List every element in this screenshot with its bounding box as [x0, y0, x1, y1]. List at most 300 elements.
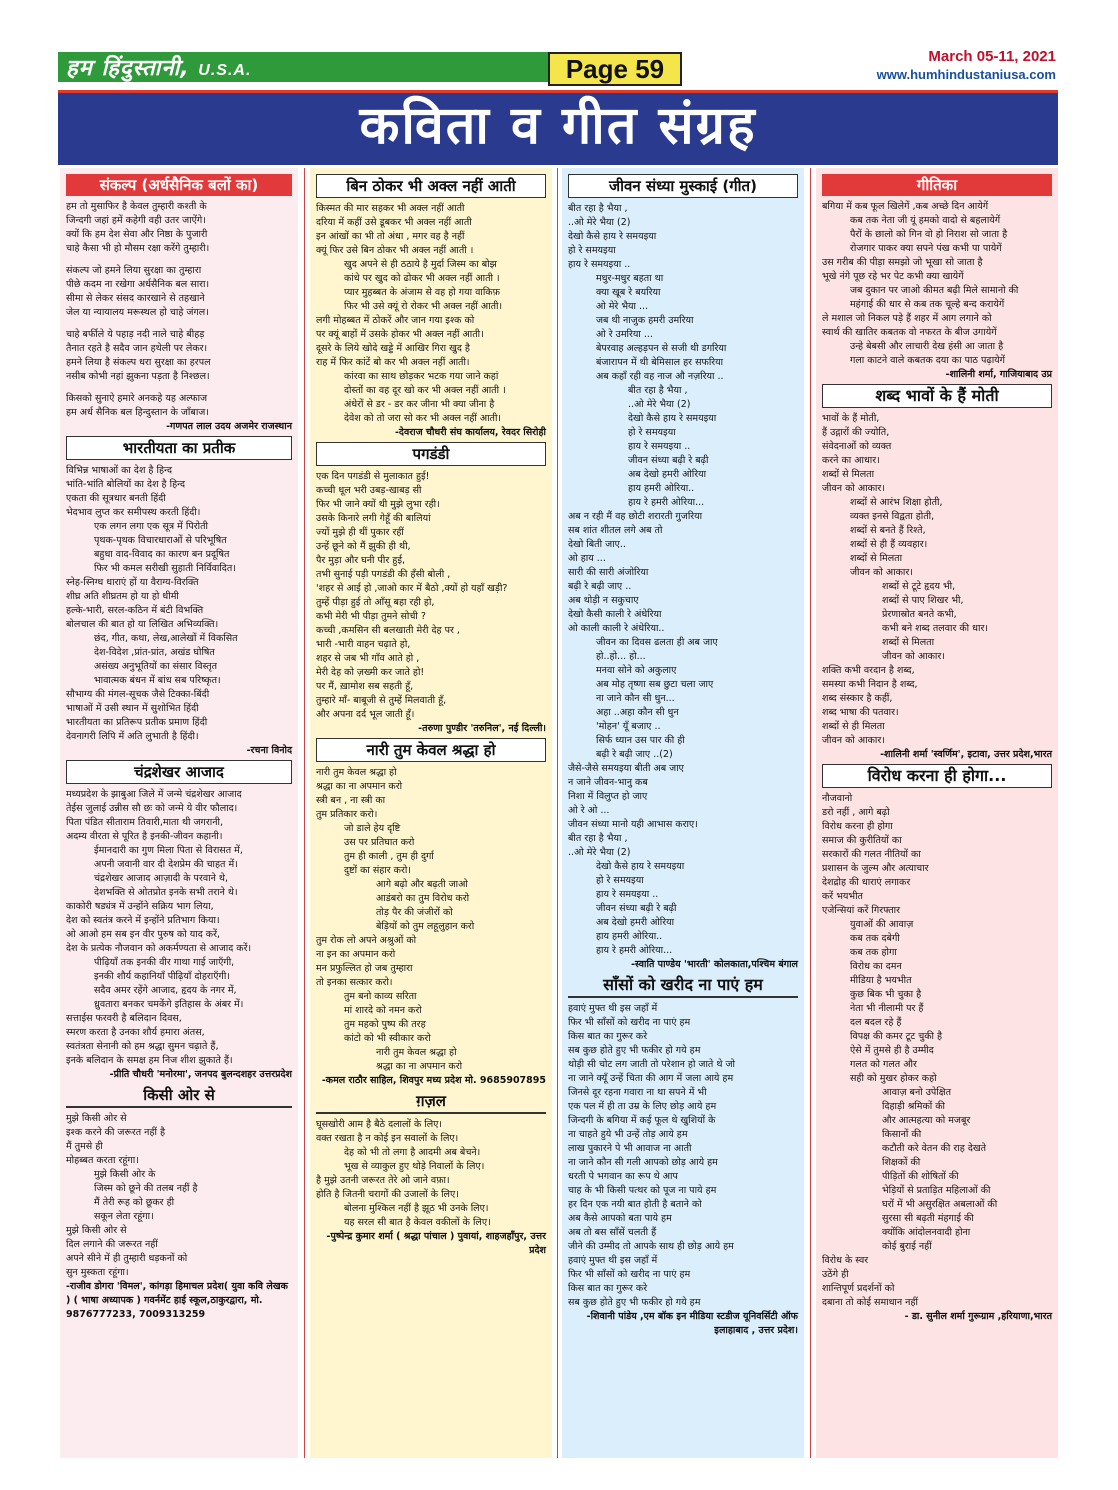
poem-title: नारी तुम केवल श्रद्धा हो	[316, 738, 546, 762]
poem-line: ..ओ मेरे भैया (2)	[568, 217, 631, 228]
poem-title: ग़ज़ल	[316, 1090, 546, 1114]
poem-line: आवाज़ बनो उपेक्षित	[882, 1087, 951, 1098]
poem-line: तेईस जुलाई उन्नीस सौ छः को जन्मे ये वीर फौलाद।	[66, 803, 238, 814]
poem-author: -रचना विनोद	[246, 745, 292, 756]
poem-line: जिनसे दूर रहना गवारा ना था सपने में भी	[568, 1087, 707, 1098]
poem-line: शब्दों से ही मिलता	[822, 721, 885, 732]
poem-line: कांधे पर खुद को ढोकर भी अक्ल नहीं आती ।	[344, 273, 500, 284]
poem-line: समाज की कुरीतियों का	[822, 835, 902, 846]
poem-line: दूसरे के लिये खोदे खड्डे में आखिर गिरा खुद है	[316, 343, 470, 354]
poem-author: -शिवानी पांडेय ,एम बॉक इन मीडिया स्टडीज यूनिवर्सिटी ऑफ इलाहाबाद , उत्तर प्रदेश।	[586, 1311, 798, 1336]
poem-line: पैर मुड़ा और घनी पीर हुई,	[316, 555, 406, 566]
poem-author: -कमल राठौर साहिल, शिवपुर मध्य प्रदेश मो. 9685907895	[321, 1075, 546, 1086]
poem-line	[66, 320, 292, 328]
poem-line: असंख्य अनुभूतियों का संसार विस्तृत	[94, 661, 218, 672]
poem-line: ना जाने क्यूँ उन्हें चिता की आग में जला आये हम	[568, 1073, 734, 1084]
poem-line: तुम ही काली , तुम ही दुर्गा	[344, 851, 434, 862]
poem-line: भावों के हैं मोती,	[822, 413, 880, 424]
poem-author: -शालिनी शर्मा 'स्वर्णिम', इटावा, उत्तर प्रदेश,भारत	[880, 749, 1052, 760]
poem-title: गीतिका	[822, 174, 1052, 196]
poem-author: -प्रीति चौधरी 'मनोरमा', जनपद बुलन्दशहर उत्तरप्रदेश	[109, 1069, 292, 1080]
poem-line: शब्द संस्कार है कहीं,	[822, 693, 893, 704]
poem-line: मैं तेरी रूह को छूकर ही	[94, 1197, 175, 1208]
poem-body	[568, 202, 798, 958]
poem-line: सारी की सारी अंजोरिया	[568, 567, 649, 578]
poem-line: बढ़ी रे बढ़ी जाए ..(2)	[596, 749, 673, 760]
poem-line: कभी मेरी भी पीड़ा तुमने सोची ?	[316, 611, 426, 622]
poem-line: प्यार मुहब्बत के अंजाम से वह हो गया वाकिफ़	[344, 287, 500, 298]
poem-title: भारतीयता का प्रतीक	[66, 436, 292, 460]
poem-line: फिर भी जाने क्यों थी मुझे लुभा रही।	[316, 499, 440, 510]
poem-line: बहुधा वाद-विवाद का कारण बन प्रदूषित	[94, 549, 230, 560]
poem-title: चंद्रशेखर आजाद	[66, 760, 292, 784]
poem-line: देखो कैसे हाय रे समयइया	[628, 413, 717, 424]
poem-author: -राजीव डोगरा 'विमल', कांगड़ा हिमाचल प्रदेश( युवा कवि लेखक ) ( भाषा अध्यापक ) गवर्नमेंट हाई स्कूल,ठाकुरद्वारा, मो. 9876777233, 7009313259	[66, 1281, 288, 1320]
poem-author: -देवराज चौधरी संघ कार्यालय, रेवदर सिरोही	[394, 427, 546, 438]
poem-body	[822, 792, 1052, 1310]
poem-line: कुछ बिक भी चुका है	[850, 989, 922, 1000]
poem-line: ..ओ मेरे भैया (2)	[568, 847, 631, 858]
poem-line: सीमा से लेकर संसद कारखाने से तहखाने	[66, 293, 205, 304]
poem-line: इन आंखों का भी तो अंधा , मगर वह है नहीं	[316, 231, 465, 242]
column-divider	[557, 168, 558, 1458]
poem-line: युवाओं की आवाज़	[850, 919, 914, 930]
poem-line: उठेंगे ही	[822, 1269, 849, 1280]
poem-line: ले मशाल जो निकल पड़े हैं शहर में आग लगाने को	[822, 313, 992, 324]
poem-line: हाय रे हमरी ओरिया...	[596, 945, 673, 956]
poem-line: शक्ति कभी वरदान है शब्द,	[822, 665, 915, 676]
poem-line: हमने लिया है संकल्प धरा सुरक्षा का हरपल	[66, 357, 211, 368]
poem-line: ईमानदारी का गुण मिला पिता से विरासत में,	[94, 845, 243, 856]
poem-line: लगी मोहब्बत में ठोकरें और जान गया इश्क को	[316, 315, 475, 326]
poem-line: भांति-भांति बोलियों का देश है हिन्द	[66, 479, 186, 490]
poem-line: विरोध के स्वर	[822, 1255, 869, 1266]
poem-title: साँसों को खरीद ना पाएं हम	[568, 974, 798, 998]
poem-line: और आत्महत्या को मजबूर	[882, 1115, 971, 1126]
poem-line: शिक्षकों की	[882, 1157, 921, 1168]
poem-line: मध्यप्रदेश के झाबुआ जिले में जन्मे चंद्रशेखर आजाद	[66, 789, 242, 800]
poem-line: अब मोह तृष्णा सब छुटा चला जाए	[596, 679, 714, 690]
poem-line	[66, 256, 292, 264]
poem-line: दरिया में कहीं उसे डूबकर भी अक्ल नहीं आती	[316, 217, 472, 228]
poem-line: देश को स्वतंत्र करने में इन्होंने प्रतिभाग किया।	[66, 915, 220, 926]
poem-line: ओ मेरे भैया ...	[596, 301, 649, 312]
poem-line: देवनागरी लिपि में अति लुभाती है हिंदी।	[66, 731, 199, 742]
poem-line: कच्ची ,कमसिन सी बलखाती मेरी देह पर ,	[316, 625, 460, 636]
poem-title: किसी ओर से	[66, 1084, 292, 1108]
poem-line: ना जाने कौन सी धुन...	[596, 693, 675, 704]
poem-line: शहर से जब भी गाँव आते हो ,	[316, 653, 420, 664]
poem-line: मनवा सोने को अकुलाए	[596, 665, 677, 676]
poem-line: पीढ़ियाँ तक इनकी वीर गाथा गाई जाएँगी,	[94, 957, 235, 968]
poem-line: फिर भी उसे क्यूं रो रोकर भी अक्ल नहीं आती।	[344, 301, 503, 312]
poem-body	[316, 1118, 546, 1230]
poem-line: किसानों की	[882, 1129, 922, 1140]
poem-line: समस्या कभी निदान है शब्द,	[822, 679, 918, 690]
poem-line: अब न रही मैं वह छोटी शरारती गुजरिया	[568, 511, 703, 522]
website-url[interactable]: www.humhindustaniusa.com	[876, 67, 1056, 82]
poem-line: खुद अपने से ही ठठाये है मुर्दा जिस्म का बोझ	[344, 259, 497, 270]
column-2	[310, 168, 552, 1458]
poem-title: विरोध करना ही होगा...	[822, 764, 1052, 788]
poem-line: प्रेरणास्रोत बनते कभी,	[882, 609, 957, 620]
poem-line: मुझे किसी ओर के	[94, 1169, 156, 1180]
poem-line: बोलचाल की बात हो या लिखित अभिव्यक्ति।	[66, 619, 219, 630]
poem-line: फिर भी साँसों को खरीद ना पाएं हम	[568, 1017, 691, 1028]
poem-line: तुम महको पुष्प की तरह	[344, 1019, 426, 1030]
poem-title: शब्द भावों के हैं मोती	[822, 384, 1052, 408]
poem-line: जीवन को आकार।	[882, 651, 945, 662]
poem-line: इश्क करने की जरूरत नहीं है	[66, 1127, 166, 1138]
poem-body	[568, 1002, 798, 1310]
poem-line: भारतीयता का प्रतिरूप प्रतीक प्रमाण हिंदी	[66, 717, 208, 728]
poem-line: शब्दों से टूटे हृदय भी,	[882, 581, 956, 592]
poem-line: देश के प्रत्येक नौजवान को अकर्मण्यता से आजाद करें।	[66, 943, 252, 954]
poem-line: स्मरण करता है उनका शौर्य हमारा अंतस,	[66, 1027, 205, 1038]
poem-line: गला काटने वाले कबतक दया का पाठ पढ़ायेगें	[850, 355, 1006, 366]
poem-line: जीवन संध्या बढ़ी रे बढ़ी	[628, 455, 709, 466]
poem-line: कांरवा का साथ छोड़कर भटक गया जाने कहां	[344, 371, 499, 382]
column-divider	[810, 168, 811, 1458]
poem-line: शब्दों से आरंभ शिक्षा होती,	[850, 497, 943, 508]
poem-line: जीवन को आकार।	[850, 567, 913, 578]
poem-line: तो इनका सत्कार करो।	[316, 977, 393, 988]
poem-line: मीडिया है भयभीत	[850, 975, 912, 986]
poem-line: कांटो को भी स्वीकार करो	[344, 1033, 431, 1044]
poem-line: देशभक्ति से ओतप्रोत इनके सभी तराने थे।	[94, 887, 238, 898]
poem-author: - डा. सुनील शर्मा गुरूग्राम ,हरियाणा,भारत	[904, 1311, 1052, 1322]
poem-line: बगिया में कब फूल खिलेगें ,कब अच्छे दिन आयेगें	[822, 201, 989, 212]
poem-line: हवाएं मुफ्त थी इस जहाँ में	[568, 1003, 658, 1014]
poem-line: श्रद्धा का ना अपमान करो	[376, 1061, 463, 1072]
poem-line: जिन्दगी जहां हमें कहेगी वही उतर जाऐंगे।	[66, 215, 206, 226]
poem-line: भेदभाव लुप्त कर समीपस्थ करती हिंदी।	[66, 507, 201, 518]
poem-line: दोस्तों का वह दूर खो कर भी अक्ल नहीं आती ।	[344, 385, 506, 396]
poem-line: है मुझे उतनी जरूरत तेरे ओ जाने वफ़ा।	[316, 1175, 450, 1186]
poem-line: एक दिन पगडंडी से मुलाकात हुई!	[316, 471, 430, 482]
poem-line: तभी सुनाई पड़ी पगडंडी की हँसी बोली ,	[316, 569, 451, 580]
poem-line	[66, 384, 292, 392]
poem-line: ध्रुवतारा बनकर चमकेंगे इतिहास के अंबर में।	[94, 999, 244, 1010]
poem-line: बेपरवाह अल्हड़पन से सजी थी डगरिया	[596, 343, 727, 354]
poem-line: हो रे समयइया	[628, 427, 676, 438]
poem-line: जिस्म को छूने की तलब नहीं है	[94, 1183, 198, 1194]
poem-title: संकल्प (अर्धसैनिक बलों का)	[66, 174, 292, 196]
poem-line: महंगाई की धार से कब तक चूल्हे बन्द करायेगें	[850, 299, 1005, 310]
poem-line: लाख पुकारने पे भी आवाज ना आती	[568, 1143, 692, 1154]
poem-line: हवाएं मुफ्त थी इस जहाँ में	[568, 1255, 658, 1266]
poem-line: ..ओ मेरे भैया (2)	[628, 399, 691, 410]
poem-line: कच्ची धूल भरी उबड़-खाबड़ सी	[316, 485, 422, 496]
poem-line: दुष्टों का संहार करो।	[344, 865, 411, 876]
poem-line: क्या खूब रे बयरिया	[596, 287, 661, 298]
poem-line: स्त्री बन , ना स्त्री का	[316, 795, 386, 806]
column-3	[562, 168, 804, 1458]
poem-line: एजेन्सियां करें गिरफ्तार	[822, 905, 901, 916]
poem-body	[822, 200, 1052, 368]
page-header	[0, 0, 1118, 88]
poem-line: नेता भी नीलामी पर हैं	[850, 1003, 924, 1014]
poem-line: और अपना दर्द भूल जाती हूँ।	[316, 709, 415, 720]
issue-date: March 05-11, 2021	[928, 48, 1056, 65]
poem-line: पर क्यूं बाहों में उसके होकर भी अक्ल नहीं आती।	[316, 329, 484, 340]
poem-line: डरो नहीं , आगे बढ़ो	[822, 807, 890, 818]
poem-line: न जाने जीवन-भानु कब	[568, 777, 648, 788]
poem-line: तुम्हारे माँ- बाबूजी से तुम्हें मिलवाती हूँ,	[316, 695, 447, 706]
column-4	[816, 168, 1058, 1458]
poem-line: मोहब्बत करता रहूंगा।	[66, 1155, 139, 1166]
poem-line: धरती पे भगवान का रूप थे आप	[568, 1171, 678, 1182]
poem-line: बीत रहा है भैया ,	[628, 385, 688, 396]
brand-title: हम हिंदुस्तानी,	[66, 56, 190, 81]
poem-line: हो रे समयइया	[568, 245, 616, 256]
column-1	[60, 168, 298, 1458]
poem-line: स्वार्थ की खातिर कबतक वो नफरत के बीज उगायेगें	[822, 327, 997, 338]
poem-line: पीड़ितों की शोषितों की	[882, 1171, 959, 1182]
poem-line: देखो कैसे हाय रे समयइया	[596, 861, 685, 872]
poem-line: ना इन का अपमान करो	[316, 949, 396, 960]
poem-body	[66, 200, 292, 420]
poem-line: जेल या न्यायालय मरूस्थल हो चाहे जंगल।	[66, 307, 209, 318]
poem-body	[66, 464, 292, 744]
poem-line: सिर्फ ध्यान उस पार की ही	[596, 735, 685, 746]
poem-line: बढ़ी रे बढ़ी जाए ..	[568, 581, 632, 592]
poem-author: -शालिनी शर्मा, गाजियाबाद उप्र	[945, 369, 1052, 380]
poem-line: काकोरी षड्यंत्र में उन्होंने सक्रिय भाग लिया,	[66, 901, 214, 912]
poem-line: हर दिन एक नयी बात होती है बताने को	[568, 1199, 702, 1210]
poem-line: शब्दों से मिलता	[822, 469, 875, 480]
poem-line: ना जाने कौन सी गली आपको छोड़ आये हम	[568, 1157, 718, 1168]
banner-title: कविता व गीत संग्रह	[359, 96, 757, 156]
poem-line: हो रे समयइया	[596, 875, 644, 886]
poem-line: ऐसे में तुमसे ही है उम्मीद	[850, 1045, 934, 1056]
poem-line: बेड़ियों को तुम लहूलुहान करो	[376, 921, 475, 932]
poem-line: अपने सीने में ही तुम्हारी धड़कनों को	[66, 1253, 188, 1264]
poem-line: गलत को गलत और	[850, 1059, 917, 1070]
poem-line: सरकारों की गलत नीतियों का	[822, 849, 921, 860]
poem-line: मुझे किसी ओर से	[66, 1225, 127, 1236]
poem-line: घूसखोरी आम है बैठे दलालों के लिए।	[316, 1119, 443, 1130]
poem-author: -स्वाति पाण्डेय 'भारती' कोलकाता,पश्चिम बंगाल	[631, 959, 798, 970]
poem-line: हाय हमरी ओरिया..	[596, 931, 663, 942]
poem-line: पृथक-पृथक विचारधाराओं से परिभूषित	[94, 535, 227, 546]
poem-line: भाषाओं में उसी स्थान में सुशोभित हिंदी	[66, 703, 199, 714]
poem-title: पगडंडी	[316, 442, 546, 466]
poem-line: देशद्रोह की धाराएं लगाकर	[822, 877, 911, 888]
poem-line: चाहे बर्फीले ये पहाड़ नदी नाले चाहे बीहड़	[66, 329, 205, 340]
poem-title: बिन ठोकर भी अक्ल नहीं आती	[316, 174, 546, 198]
poem-line: भारी -भारी वाहन चढ़ाते हो,	[316, 639, 411, 650]
poem-line: बंजारापन में थी बेमिसाल हर सफरिया	[596, 357, 724, 368]
poem-line: पीछे कदम ना रखेगा अर्धसैनिक बल सारा।	[66, 279, 210, 290]
poem-line: थोड़ी सी चोट लग जाती तो परेशान हो जाते थे जो	[568, 1059, 735, 1070]
poem-line: ज्यों मुझे ही थीं पुकार रहीं	[316, 527, 404, 538]
poem-line: तोड़ पैर की जंजीरों को	[376, 907, 453, 918]
poem-line: इनके बलिदान के समक्ष हम निज शीश झुकाते हैं।	[66, 1055, 233, 1066]
poem-line: अहा ..अहा कौन सी धुन	[596, 707, 679, 718]
poem-line: करने का आधार।	[822, 455, 880, 466]
poem-line: 'शहर से आई हो ,जाओ कार में बैठो ,क्यों हो यहाँ खड़ी?	[316, 583, 508, 594]
poem-line: पैरों के छालो को गिन वो हो निराश सो जाता है	[850, 229, 1008, 240]
poem-line: फिर भी कमल सरीखी सुहाती निर्विवादित।	[94, 563, 236, 574]
poem-line: बोलना मुश्किल नहीं है झूठ भी उनके लिए।	[344, 1203, 489, 1214]
poem-line: भावात्मक बंधन में बांध सब परिष्कृत।	[94, 675, 221, 686]
poem-line: सब शांत शीतल लगे अब तो	[568, 525, 663, 536]
poem-line: सत्ताईस फरवरी है बलिदान दिवस,	[66, 1013, 182, 1024]
poem-line: अब कहाँ रही वह नाज औ नज़रिया ..	[596, 371, 724, 382]
poem-line: उसके किनारे लगी गेहूँ की बालियां	[316, 513, 431, 524]
poem-line: निशा में विलुप्त हो जाए	[568, 791, 648, 802]
poem-line: देवेश को तो जरा सो कर भी अक्ल नहीं आती।	[344, 413, 502, 424]
poem-line: हल्के-भारी, सरल-कठिन में बंटी विभक्ति	[66, 605, 204, 616]
poem-line: तुम प्रतिकार करो।	[316, 809, 378, 820]
poem-line: नारी तुम केवल श्रद्धा हो	[316, 767, 397, 778]
poem-line: दल बदल रहे हैं	[850, 1017, 902, 1028]
poem-line: क्योंकि आंदोलनवादी होना	[882, 1227, 971, 1238]
poem-body	[66, 1112, 292, 1280]
poem-line: यह सरल सी बात है केवल वकीलों के लिए।	[344, 1217, 491, 1228]
poem-line: हो..हो... हो...	[596, 651, 646, 662]
poem-line: सकून लेता रहूंगा।	[94, 1211, 154, 1222]
poem-line: विरोध का दमन	[850, 961, 902, 972]
poem-line: किसको सुनाऐ हमारे अनकहे यह अल्फाज	[66, 393, 208, 404]
poem-line: पर मैं, ख़ामोश सब सहती हूँ,	[316, 681, 414, 692]
poem-line: भेड़ियों से प्रताड़ित महिलाओं की	[882, 1185, 991, 1196]
poem-line: ना चाहते हुये भी उन्हें तोड़ आये हम	[568, 1129, 688, 1140]
poem-line: जब थी नाजुक हमरी उमरिया	[596, 315, 694, 326]
poem-line: भूखे नंगे पूछ रहे भर पेट कभी क्या खायेगें	[822, 271, 964, 282]
poem-line: ओ रे उमरिया ...	[596, 329, 653, 340]
poem-line: ओ काली काली रे अंधेरिया..	[568, 623, 665, 634]
poem-body	[316, 470, 546, 722]
poem-body	[66, 788, 292, 1068]
poem-line: 'मोहन' यूँ बजाए ..	[596, 721, 661, 732]
poem-line: अब थोड़ी न सकुचाए	[568, 595, 639, 606]
poem-author: -गणपत लाल उदय अजमेर राजस्थान	[166, 421, 292, 432]
poem-line: देखो कैसी काली रे अंधेरिया	[568, 609, 662, 620]
poem-line: नसीब कोभी नहां झुकना पड़ता है निश्छल।	[66, 371, 210, 382]
poem-line: विभिन्न भाषाओं का देश है हिन्द	[66, 465, 172, 476]
poem-line: प्रशासन के जुल्म और अत्याचार	[822, 863, 929, 874]
column-divider	[304, 168, 305, 1458]
poem-author: -तरुणा पुण्डीर 'तरुनिल', नई दिल्ली।	[418, 723, 546, 734]
poem-line: शान्तिपूर्ण प्रदर्शनों को	[822, 1283, 895, 1294]
poem-line: कब तक नेता जी यूं हमको वादो से बहलायेगें	[850, 215, 1001, 226]
poem-line: मन प्रफुल्लित हो जब तुम्हारा	[316, 963, 413, 974]
poem-line: ओ आओ हम सब इन वीर पुरुष को याद करें,	[66, 929, 221, 940]
poem-line: देखो बिती जाए..	[568, 539, 626, 550]
poem-line: राह में फिर कांटें बो कर भी अक्ल नहीं आती।	[316, 357, 470, 368]
poem-line: जीवन संध्या मानो यही आभास कराए।	[568, 819, 698, 830]
poem-line: जीने की उम्मीद तो आपके साथ ही छोड़ आये हम	[568, 1241, 734, 1252]
poem-line: दिल लगाने की जरूरत नहीं	[66, 1239, 158, 1250]
poem-line: नारी तुम केवल श्रद्धा हो	[376, 1047, 457, 1058]
poem-title: जीवन संध्या मुस्काई (गीत)	[568, 174, 798, 198]
poem-line: इनकी शौर्य कहानियाँ पीढ़ियाँ दोहराएँगी।	[94, 971, 230, 982]
poem-line: अंधेरों से डर - डर कर जीना भी क्या जीना है	[344, 399, 495, 410]
poem-line: देश-विदेश ,प्रांत-प्रांत, अखंड घोषित	[94, 647, 215, 658]
poem-line: स्नेह-स्निग्ध धाराएं हों या वैराग्य-विरक्ति	[66, 577, 199, 588]
poem-line: किस बात का गुरूर करे	[568, 1283, 648, 1294]
poem-line: शब्दों से बनते हैं रिश्ते,	[850, 525, 926, 536]
poem-line: आडंबरो का तुम विरोध करो	[376, 893, 470, 904]
poem-line: मुझे किसी ओर से	[66, 1113, 127, 1124]
poem-line: सब कुछ होते हुए भी फकीर हो गये हम	[568, 1297, 701, 1308]
poem-line: मां शारदे को नमन करो	[344, 1005, 422, 1016]
poem-line: सुन मुस्कता रहूंगा।	[66, 1267, 129, 1278]
poem-line: श्रद्धा का ना अपमान करो	[316, 781, 403, 792]
poem-line: उस गरीब की पीड़ा समझो जो भूखा सो जाता है	[822, 257, 983, 268]
poem-line: कभी बने शब्द तलवार की धार।	[882, 623, 988, 634]
poem-line: होति है जितनी चरागों की उजालों के लिए।	[316, 1189, 459, 1200]
poem-line: चाह के भी किसी पत्थर को पूज ना पाये हम	[568, 1185, 717, 1196]
poem-line: अदम्य वीरता से पूरित है इनकी-जीवन कहानी।	[66, 831, 223, 842]
poem-line: शब्द भाषा की पतवार।	[822, 707, 899, 718]
poem-line: तुम बनो काव्य सरिता	[344, 991, 417, 1002]
poem-line: आगे बढ़ो और बढ़ती जाओ	[376, 879, 468, 890]
poem-line: ओ हाय ...	[568, 553, 606, 564]
poem-line: हाय रे हमरी ओरिया...	[628, 497, 705, 508]
poem-body	[316, 202, 546, 426]
poem-line: मेरी देह को ज़ख्मी कर जाते हो!	[316, 667, 425, 678]
poem-line: हम तो मुसाफिर है केवल तुम्हारी कश्ती के	[66, 201, 207, 212]
poem-line: सुरसा सी बढ़ती मंहगाई की	[882, 1213, 974, 1224]
poem-line: हाय हमरी ओरिया..	[628, 483, 695, 494]
poem-line: दबाना तो कोई समाधान नहीं	[822, 1297, 918, 1308]
poem-line: मधुर-मधुर बहता था	[596, 273, 664, 284]
poem-line: अब तो बस साँसें चलती हैं	[568, 1227, 657, 1238]
poem-line: नौजवानो	[822, 793, 853, 804]
poem-line: वक्त रखता है न कोई इन सवालों के लिए।	[316, 1133, 459, 1144]
poem-line: हाय रे समयइया ..	[568, 259, 631, 270]
poem-line: मैं तुमसे ही	[66, 1141, 103, 1152]
poem-line: उस पर प्रतिघात करो	[344, 837, 415, 848]
poem-line: जैसे-जैसे समयइया बीती अब जाए	[568, 763, 684, 774]
poem-line: शब्दों से पाए शिखर भी,	[882, 595, 964, 606]
poem-line: छंद, गीत, कथा, लेख,आलेखों में विकसित	[94, 633, 238, 644]
poem-line: एकता की सूत्रधार बनती हिंदी	[66, 493, 166, 504]
poem-line: एक लगन लगा एक सूत्र में पिरोती	[94, 521, 208, 532]
poem-line: विपक्ष की कमर टूट चुकी है	[850, 1031, 943, 1042]
poem-line: किस्मत की मार सहकर भी अक्ल नहीं आती	[316, 203, 465, 214]
poem-line: क्यों कि हम देश सेवा और निष्ठा के पुजारी	[66, 229, 208, 240]
poem-line: जो डाले हेय दृष्टि	[344, 823, 401, 834]
poem-line: चंद्रशेखर आजाद आज़ादी के परवाने थे,	[94, 873, 228, 884]
poem-line: अपनी जवानी वार दी देशप्रेम की चाहत में।	[94, 859, 238, 870]
poem-line: ओ रे ओ ...	[568, 805, 610, 816]
poem-line: चाहे कैसा भी हो मौसम रक्षा करेंगे तुम्हारी।	[66, 243, 210, 254]
poem-line: किस बात का गुरूर करे	[568, 1031, 648, 1042]
poem-line: विरोध करना ही होगा	[822, 821, 893, 832]
poem-line: घरों में भी असुरक्षित अबलाओं की	[882, 1199, 998, 1210]
poem-line: तैनात रहते है सदैव जान हथेली पर लेकर।	[66, 343, 208, 354]
brand-name	[60, 52, 251, 82]
poem-line: उन्हें छूने को मैं झुकी ही थी,	[316, 541, 411, 552]
poem-line: स्वतंत्रता सेनानी को हम श्रद्धा सुमन चढ़ाते हैं,	[66, 1041, 219, 1052]
poem-line: शब्दों से मिलता	[850, 553, 903, 564]
poem-line: व्यक्त इनसे विद्वता होती,	[850, 511, 935, 522]
poem-line: संकल्प जो हमने लिया सुरक्षा का तुम्हारा	[66, 265, 202, 276]
poem-line: दिहाड़ी श्रमिकों की	[882, 1101, 945, 1112]
poem-line: एक पल में ही ता उम्र के लिए छोड़ आये हम	[568, 1101, 717, 1112]
poem-line: अब देखो हमरी ओरिया	[596, 917, 675, 928]
poem-line: शब्दों से ही हैं व्यवहार।	[850, 539, 928, 550]
poem-line: जीवन को आकार।	[822, 735, 885, 746]
poem-line: सही को मुखर होकर कहो	[850, 1073, 937, 1084]
poem-line: उन्हे बेबसी और लाचारी देख हंसी आ जाता है	[850, 341, 1004, 352]
poem-line: अब कैसे आपको बता पाये हम	[568, 1213, 672, 1224]
poem-line: देह को भी तो लगा है आदमी अब बेचने।	[344, 1147, 481, 1158]
